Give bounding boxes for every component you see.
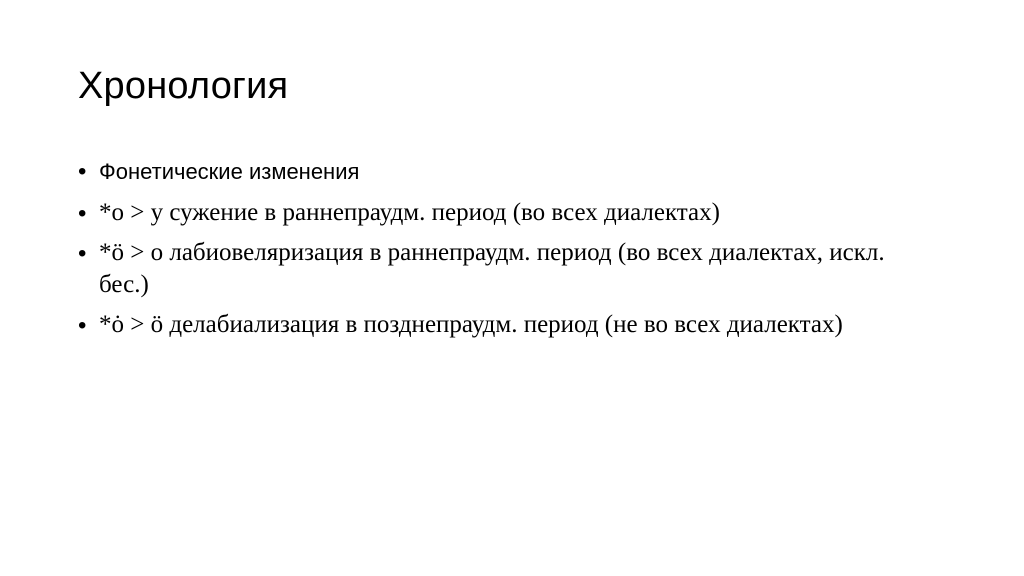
bullet-icon: • [78, 240, 87, 267]
bullet-icon: • [78, 312, 87, 339]
bullet-item-labiovelarization [78, 237, 938, 301]
bullet-item-narrowing [78, 197, 938, 229]
bullet-text: *o > у сужение в раннепраудм. период (во всех диалектах) [99, 199, 720, 226]
bullet-icon: • [78, 158, 87, 185]
bullet-text: *ö > о лабиовеляризация в раннепраудм. период (во всех диалектах, искл. бес.) [99, 239, 885, 298]
bullet-icon: • [78, 200, 87, 227]
bullet-item-delabialization [78, 309, 938, 341]
bullet-text: Фонетические изменения [99, 159, 360, 184]
bullet-list [78, 155, 938, 349]
slide-title: Хронология [78, 65, 289, 107]
bullet-item-phonetic-changes [78, 155, 938, 189]
bullet-text: *ȯ > ö делабиализация в позднепраудм. период (не во всех диалектах) [99, 311, 843, 338]
